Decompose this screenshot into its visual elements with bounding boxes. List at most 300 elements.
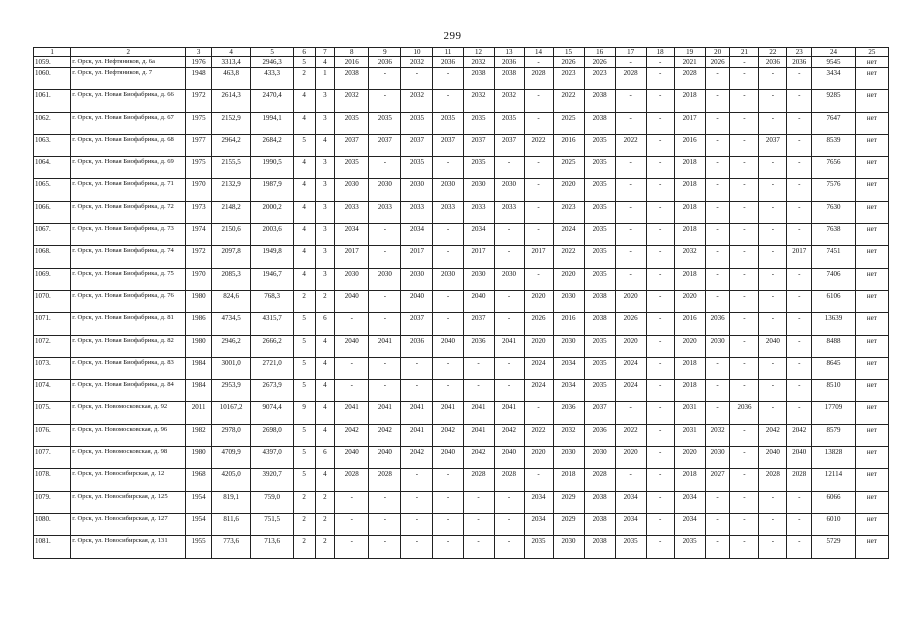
row-number: 1078. <box>34 469 71 491</box>
table-cell: - <box>646 268 674 290</box>
table-cell: 5729 <box>812 536 855 558</box>
row-number: 1076. <box>34 424 71 446</box>
table-cell: 2023 <box>584 68 615 90</box>
row-number: 1060. <box>34 68 71 90</box>
row-number: 1061. <box>34 90 71 112</box>
table-cell: 2020 <box>553 268 584 290</box>
table-cell: 4 <box>293 179 315 201</box>
table-cell: 2026 <box>524 313 553 335</box>
table-cell: 1970 <box>186 179 212 201</box>
table-cell: 2040 <box>433 335 463 357</box>
table-cell: 2030 <box>463 268 494 290</box>
table-cell: 7630 <box>812 201 855 223</box>
table-cell: нет <box>855 536 888 558</box>
table-cell: 2025 <box>553 112 584 134</box>
table-cell: 2035 <box>584 157 615 179</box>
table-cell: 2018 <box>674 201 705 223</box>
table-cell: 1990,5 <box>251 157 293 179</box>
table-cell: 2026 <box>584 57 615 68</box>
table-cell: 2946,2 <box>212 335 251 357</box>
table-cell: 2034 <box>401 224 433 246</box>
table-cell: - <box>524 201 553 223</box>
table-cell: 1984 <box>186 357 212 379</box>
table-cell: 2020 <box>553 179 584 201</box>
table-cell: - <box>401 491 433 513</box>
table-cell: - <box>335 357 369 379</box>
table-cell: 2085,3 <box>212 268 251 290</box>
table-cell: 2684,2 <box>251 134 293 156</box>
table-cell: - <box>615 157 646 179</box>
table-cell: 2042 <box>759 424 787 446</box>
table-cell: 2035 <box>584 179 615 201</box>
column-header: 10 <box>401 48 433 57</box>
table-cell: нет <box>855 157 888 179</box>
table-cell: - <box>646 447 674 469</box>
column-header: 20 <box>705 48 730 57</box>
table-cell: - <box>646 201 674 223</box>
table-cell: 1973 <box>186 201 212 223</box>
table-cell: 3 <box>315 179 335 201</box>
table-cell: 10167,2 <box>212 402 251 424</box>
table-cell: - <box>759 513 787 535</box>
table-cell: 5 <box>293 57 315 68</box>
table-cell: нет <box>855 90 888 112</box>
column-header: 12 <box>463 48 494 57</box>
column-header: 4 <box>212 48 251 57</box>
table-cell: - <box>524 157 553 179</box>
table-cell: - <box>787 513 812 535</box>
table-cell: 2021 <box>674 57 705 68</box>
table-cell: - <box>524 90 553 112</box>
table-cell: 3 <box>315 157 335 179</box>
table-cell: 2020 <box>674 290 705 312</box>
table-cell: 2036 <box>759 57 787 68</box>
table-cell: 1968 <box>186 469 212 491</box>
table-cell: 5 <box>293 134 315 156</box>
table-cell: 2 <box>293 290 315 312</box>
table-cell: 1986 <box>186 313 212 335</box>
table-cell: 2028 <box>369 469 401 491</box>
column-header: 21 <box>730 48 759 57</box>
table-cell: - <box>705 402 730 424</box>
table-cell: 2022 <box>524 424 553 446</box>
table-cell: 2964,2 <box>212 134 251 156</box>
table-cell: - <box>335 536 369 558</box>
table-cell: 2023 <box>553 201 584 223</box>
table-cell: - <box>787 268 812 290</box>
table-cell: - <box>646 536 674 558</box>
table-cell: 2038 <box>584 491 615 513</box>
table-cell: 2030 <box>494 179 524 201</box>
table-cell: 2034 <box>463 224 494 246</box>
table-cell: 1954 <box>186 491 212 513</box>
row-number: 1070. <box>34 290 71 312</box>
table-cell: нет <box>855 424 888 446</box>
table-cell: - <box>369 224 401 246</box>
table-cell: 1982 <box>186 424 212 446</box>
row-number: 1069. <box>34 268 71 290</box>
table-cell: - <box>730 469 759 491</box>
row-number: 1066. <box>34 201 71 223</box>
table-cell: 2026 <box>615 313 646 335</box>
table-cell: 8510 <box>812 380 855 402</box>
table-cell: 2017 <box>463 246 494 268</box>
table-cell: 2040 <box>335 290 369 312</box>
table-cell: 2132,9 <box>212 179 251 201</box>
table-cell: - <box>759 246 787 268</box>
table-cell: 2030 <box>705 447 730 469</box>
table-cell: - <box>494 513 524 535</box>
table-cell: 2040 <box>433 447 463 469</box>
table-row <box>34 313 889 335</box>
row-number: 1062. <box>34 112 71 134</box>
table-cell: - <box>646 491 674 513</box>
table-cell: 2017 <box>335 246 369 268</box>
table-cell: - <box>646 513 674 535</box>
table-cell: 2037 <box>463 134 494 156</box>
table-cell: - <box>646 380 674 402</box>
table-cell: 2028 <box>335 469 369 491</box>
table-cell: 2024 <box>615 357 646 379</box>
table-cell: 2040 <box>401 290 433 312</box>
address-cell: г. Орск, ул. Новосибирская, д. 12 <box>71 469 186 491</box>
table-cell: 2034 <box>553 380 584 402</box>
table-cell: - <box>730 290 759 312</box>
table-cell: - <box>787 224 812 246</box>
table-cell: 13639 <box>812 313 855 335</box>
table-cell: 2030 <box>335 268 369 290</box>
table-cell: 2032 <box>401 90 433 112</box>
table-cell: 5 <box>293 447 315 469</box>
column-header: 17 <box>615 48 646 57</box>
table-cell: - <box>463 513 494 535</box>
table-cell: нет <box>855 224 888 246</box>
table-cell: 2037 <box>433 134 463 156</box>
table-cell: 4734,5 <box>212 313 251 335</box>
table-cell: 4 <box>315 57 335 68</box>
table-cell: 2035 <box>584 246 615 268</box>
table-cell: 6 <box>315 447 335 469</box>
table-cell: 2022 <box>615 424 646 446</box>
table-cell: - <box>494 313 524 335</box>
table-cell: 2030 <box>553 447 584 469</box>
table-cell: 1970 <box>186 268 212 290</box>
column-header: 16 <box>584 48 615 57</box>
table-cell: - <box>787 536 812 558</box>
table-cell: 2041 <box>494 335 524 357</box>
table-cell: 2031 <box>674 402 705 424</box>
table-cell: 2037 <box>494 134 524 156</box>
table-cell: 3313,4 <box>212 57 251 68</box>
table-cell: 2024 <box>524 357 553 379</box>
table-cell: - <box>730 424 759 446</box>
table-cell: - <box>787 335 812 357</box>
table-cell: 3 <box>315 90 335 112</box>
table-cell: 9074,4 <box>251 402 293 424</box>
table-cell: 8488 <box>812 335 855 357</box>
table-cell: 1980 <box>186 290 212 312</box>
table-cell: 2022 <box>615 134 646 156</box>
table-cell: 2042 <box>369 424 401 446</box>
table-cell: 17709 <box>812 402 855 424</box>
table-cell: 2024 <box>615 380 646 402</box>
table-cell: 2150,6 <box>212 224 251 246</box>
table-cell: 2032 <box>553 424 584 446</box>
address-cell: г. Орск, ул. Новосибирская, д. 127 <box>71 513 186 535</box>
table-cell: 4 <box>315 424 335 446</box>
row-number: 1064. <box>34 157 71 179</box>
table-cell: 2030 <box>401 268 433 290</box>
table-cell: 2040 <box>494 447 524 469</box>
table-cell: 2020 <box>615 290 646 312</box>
table-cell: 2011 <box>186 402 212 424</box>
table-cell: - <box>401 380 433 402</box>
table-cell: - <box>524 469 553 491</box>
table-cell: 1949,8 <box>251 246 293 268</box>
table-cell: 2040 <box>369 447 401 469</box>
table-cell: - <box>730 335 759 357</box>
table-cell: 2036 <box>494 57 524 68</box>
table-cell: 2042 <box>433 424 463 446</box>
table-cell: 7656 <box>812 157 855 179</box>
table-cell: 2026 <box>553 57 584 68</box>
table-cell: 2035 <box>401 157 433 179</box>
table-cell: 2036 <box>463 335 494 357</box>
table-cell: 2028 <box>615 68 646 90</box>
table-cell: - <box>524 224 553 246</box>
table-cell: - <box>524 268 553 290</box>
column-header: 3 <box>186 48 212 57</box>
table-cell: - <box>463 491 494 513</box>
table-cell: 2020 <box>674 447 705 469</box>
table-cell: 2035 <box>433 112 463 134</box>
table-cell: - <box>401 68 433 90</box>
table-cell: - <box>433 157 463 179</box>
table-cell: 2030 <box>433 179 463 201</box>
row-number: 1072. <box>34 335 71 357</box>
table-cell: 2035 <box>584 380 615 402</box>
table-cell: 7576 <box>812 179 855 201</box>
table-cell: 2030 <box>369 268 401 290</box>
table-cell: - <box>787 402 812 424</box>
table-cell: - <box>494 224 524 246</box>
table-cell: 4 <box>293 268 315 290</box>
table-cell: 2020 <box>615 335 646 357</box>
table-cell: - <box>646 424 674 446</box>
table-cell: - <box>705 224 730 246</box>
table-cell: - <box>759 290 787 312</box>
table-cell: 2038 <box>584 313 615 335</box>
table-cell: 2040 <box>787 447 812 469</box>
table-cell: 2034 <box>615 491 646 513</box>
table-cell: 2030 <box>553 536 584 558</box>
table-cell: 2028 <box>494 469 524 491</box>
table-cell: - <box>335 380 369 402</box>
table-cell: 2020 <box>674 335 705 357</box>
table-cell: - <box>705 246 730 268</box>
table-cell: 2037 <box>401 134 433 156</box>
table-cell: 4 <box>293 112 315 134</box>
table-cell: 2148,2 <box>212 201 251 223</box>
table-cell: 2020 <box>524 335 553 357</box>
table-cell: 4 <box>315 380 335 402</box>
table-cell: 8539 <box>812 134 855 156</box>
table-cell: 2978,0 <box>212 424 251 446</box>
table-cell: 2038 <box>584 290 615 312</box>
table-cell: 2 <box>315 491 335 513</box>
table-cell: - <box>646 90 674 112</box>
table-cell: - <box>369 536 401 558</box>
table-cell: - <box>787 68 812 90</box>
table-cell: 12114 <box>812 469 855 491</box>
table-cell: 1954 <box>186 513 212 535</box>
column-header: 6 <box>293 48 315 57</box>
table-cell: нет <box>855 68 888 90</box>
table-cell: - <box>494 290 524 312</box>
table-cell: - <box>615 268 646 290</box>
table-cell: 2152,9 <box>212 112 251 134</box>
table-cell: 2038 <box>494 68 524 90</box>
table-cell: 2035 <box>524 536 553 558</box>
table-cell: - <box>787 290 812 312</box>
table-cell: 2038 <box>584 90 615 112</box>
address-cell: г. Орск, ул. Новая Биофабрика, д. 69 <box>71 157 186 179</box>
table-cell: - <box>787 134 812 156</box>
table-cell: - <box>524 179 553 201</box>
table-cell: 2721,0 <box>251 357 293 379</box>
table-cell: - <box>787 380 812 402</box>
table-cell: - <box>615 469 646 491</box>
table-cell: - <box>705 357 730 379</box>
table-cell: 2016 <box>674 134 705 156</box>
table-cell: - <box>759 201 787 223</box>
table-cell: - <box>646 469 674 491</box>
table-cell: 3 <box>315 246 335 268</box>
column-header: 2 <box>71 48 186 57</box>
table-cell: 2030 <box>494 268 524 290</box>
table-cell: - <box>369 380 401 402</box>
row-number: 1067. <box>34 224 71 246</box>
address-cell: г. Орск, ул. Новая Биофабрика, д. 76 <box>71 290 186 312</box>
table-cell: 2033 <box>463 201 494 223</box>
table-cell: - <box>730 201 759 223</box>
table-cell: 8645 <box>812 357 855 379</box>
table-cell: 2946,3 <box>251 57 293 68</box>
table-cell: 2034 <box>674 491 705 513</box>
row-number: 1077. <box>34 447 71 469</box>
table-cell: - <box>463 536 494 558</box>
table-cell: - <box>494 157 524 179</box>
table-cell: 2036 <box>705 313 730 335</box>
column-header: 8 <box>335 48 369 57</box>
column-header: 23 <box>787 48 812 57</box>
table-cell: 2036 <box>401 335 433 357</box>
table-cell: 2038 <box>463 68 494 90</box>
table-cell: 2 <box>293 491 315 513</box>
table-cell: - <box>705 491 730 513</box>
table-cell: - <box>705 268 730 290</box>
address-cell: г. Орск, ул. Новосибирская, д. 125 <box>71 491 186 513</box>
table-cell: - <box>401 469 433 491</box>
row-number: 1079. <box>34 491 71 513</box>
table-cell: - <box>615 90 646 112</box>
table-cell: - <box>433 513 463 535</box>
row-number: 1080. <box>34 513 71 535</box>
table-cell: 819,1 <box>212 491 251 513</box>
table-cell: 2032 <box>674 246 705 268</box>
table-cell: 2035 <box>584 134 615 156</box>
table-row <box>34 469 889 491</box>
table-cell: 1972 <box>186 246 212 268</box>
table-cell: 2032 <box>335 90 369 112</box>
table-row <box>34 112 889 134</box>
table-cell: - <box>401 513 433 535</box>
table-cell: 2028 <box>787 469 812 491</box>
row-number: 1081. <box>34 536 71 558</box>
table-cell: 2042 <box>463 447 494 469</box>
row-number: 1065. <box>34 179 71 201</box>
table-cell: нет <box>855 246 888 268</box>
table-cell: 2034 <box>674 513 705 535</box>
table-cell: 4 <box>315 402 335 424</box>
table-cell: 2018 <box>674 380 705 402</box>
table-cell: 2033 <box>494 201 524 223</box>
table-cell: - <box>759 157 787 179</box>
table-cell: 3 <box>315 224 335 246</box>
table-cell: - <box>759 380 787 402</box>
table-cell: - <box>433 290 463 312</box>
table-row <box>34 201 889 223</box>
table-row <box>34 447 889 469</box>
table-cell: 2040 <box>759 447 787 469</box>
table-cell: - <box>646 57 674 68</box>
table-cell: - <box>646 313 674 335</box>
table-cell: - <box>787 90 812 112</box>
table-cell: - <box>646 112 674 134</box>
table-cell: 2025 <box>553 157 584 179</box>
table-cell: 2035 <box>463 112 494 134</box>
table-cell: 2031 <box>674 424 705 446</box>
table-cell: 2 <box>293 536 315 558</box>
table-cell: - <box>730 491 759 513</box>
table-cell: - <box>335 513 369 535</box>
table-cell: 2034 <box>615 513 646 535</box>
table-cell: 2 <box>315 536 335 558</box>
column-header: 1 <box>34 48 71 57</box>
table-cell: - <box>615 246 646 268</box>
table-cell: 2036 <box>369 57 401 68</box>
table-cell: нет <box>855 469 888 491</box>
table-cell: - <box>730 157 759 179</box>
column-header: 24 <box>812 48 855 57</box>
table-cell: - <box>369 90 401 112</box>
table-cell: - <box>705 157 730 179</box>
table-cell: 2018 <box>674 157 705 179</box>
table-cell: - <box>730 57 759 68</box>
address-cell: г. Орск, ул. Новомосковская, д. 98 <box>71 447 186 469</box>
table-cell: 2034 <box>553 357 584 379</box>
table-cell: 7451 <box>812 246 855 268</box>
table-cell: - <box>705 90 730 112</box>
column-header: 14 <box>524 48 553 57</box>
table-cell: - <box>401 357 433 379</box>
table-cell: - <box>759 268 787 290</box>
table-cell: 3920,7 <box>251 469 293 491</box>
table-cell: - <box>705 112 730 134</box>
table-cell: - <box>759 402 787 424</box>
column-header: 5 <box>251 48 293 57</box>
table-cell: - <box>524 402 553 424</box>
